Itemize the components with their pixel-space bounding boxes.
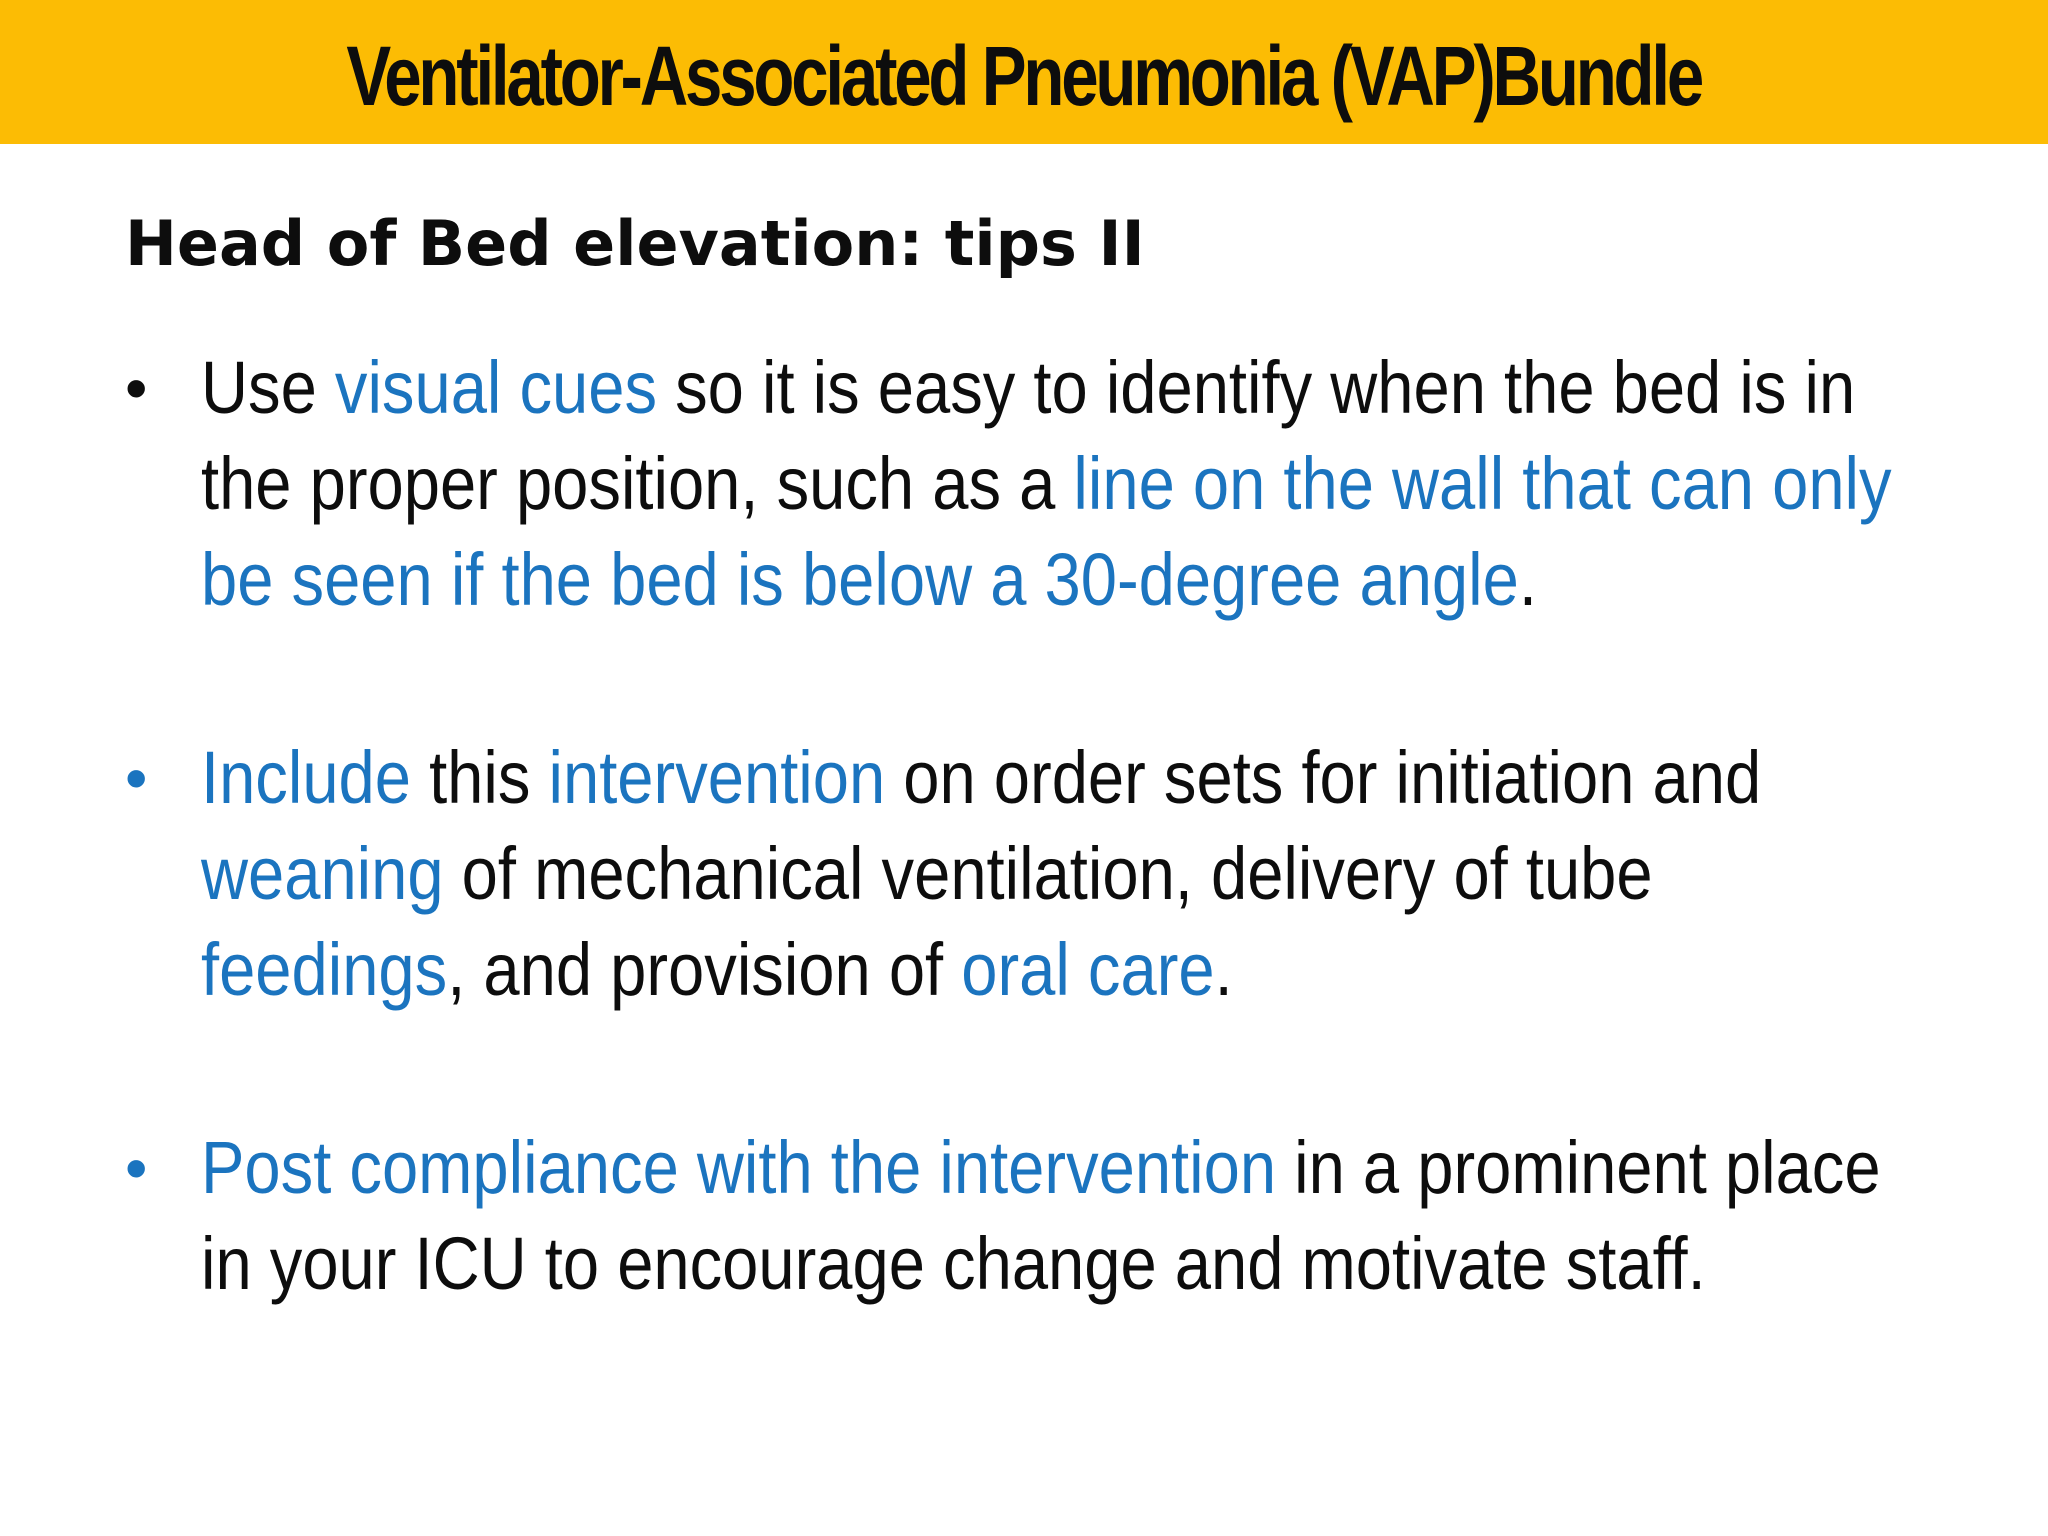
text-segment: on order sets for initiation and xyxy=(885,736,1762,819)
text-segment: the proper position, such as a xyxy=(201,442,1074,525)
highlight-segment: feedings xyxy=(201,928,448,1011)
highlight-segment: visual cues xyxy=(334,346,658,429)
text-segment: . xyxy=(1518,538,1537,621)
bullet-item-order-sets xyxy=(125,730,2015,1018)
bullet-dot-icon: • xyxy=(125,742,148,814)
text-segment: , and provision of xyxy=(447,928,962,1011)
highlight-segment: weaning xyxy=(201,832,444,915)
highlight-segment: line on the wall that can only xyxy=(1073,442,1892,525)
bullet-item-post-compliance xyxy=(125,1120,2015,1312)
bullet-text xyxy=(201,340,2048,628)
slide-subtitle: Head of Bed elevation: tips II xyxy=(125,207,1145,280)
slide-title: Ventilator-Associated Pneumonia (VAP)Bundle xyxy=(346,28,1702,123)
text-segment: so it is easy to identify when the bed is in xyxy=(657,346,1856,429)
highlight-segment: be seen if the bed is below a 30-degree angle xyxy=(201,538,1519,621)
text-segment: of mechanical ventilation, delivery of tube xyxy=(443,832,1653,915)
highlight-segment: Post compliance with the intervention xyxy=(201,1126,1277,1209)
text-segment: . xyxy=(1214,928,1233,1011)
bullet-text xyxy=(201,1120,2048,1312)
bullet-text xyxy=(201,730,2048,1018)
bullet-dot-icon: • xyxy=(125,352,148,424)
text-segment: Use xyxy=(201,346,335,429)
text-segment: in a prominent place xyxy=(1276,1126,1881,1209)
highlight-segment: Include xyxy=(201,736,411,819)
highlight-segment: intervention xyxy=(548,736,886,819)
bullet-dot-icon: • xyxy=(125,1132,148,1204)
text-segment: in your ICU to encourage change and motivate staff. xyxy=(201,1222,1706,1305)
text-segment: this xyxy=(410,736,549,819)
bullet-item-visual-cues xyxy=(125,340,2015,628)
highlight-segment: oral care xyxy=(961,928,1215,1011)
